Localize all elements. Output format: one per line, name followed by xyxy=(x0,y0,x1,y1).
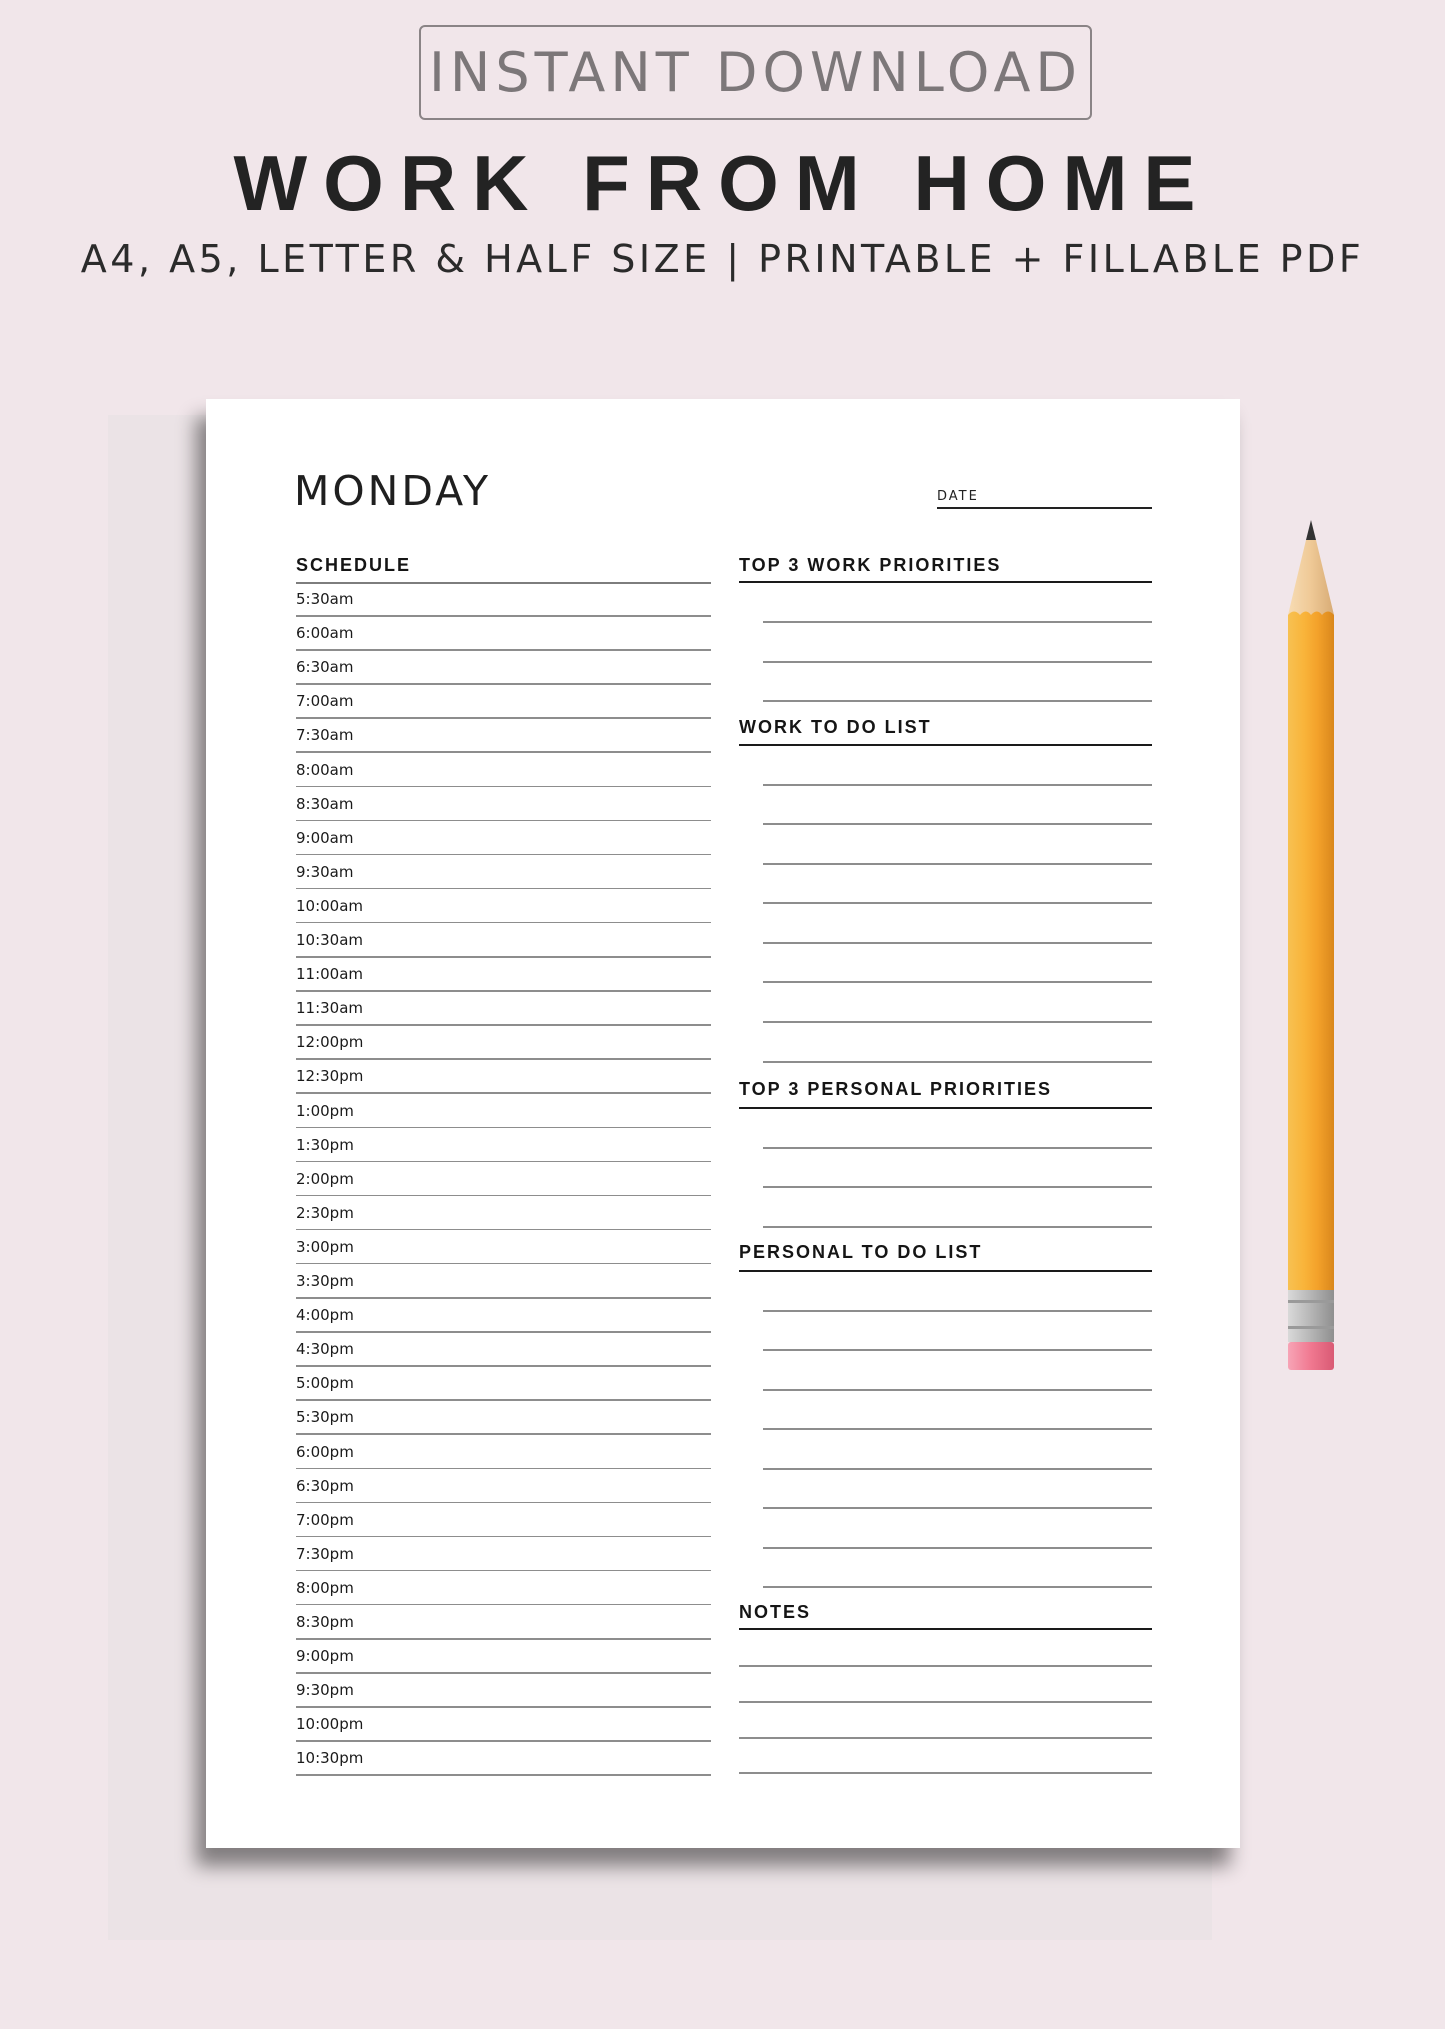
schedule-time-label: 10:00am xyxy=(296,896,364,915)
schedule-entry-line[interactable] xyxy=(296,1706,711,1708)
schedule-entry-line[interactable] xyxy=(296,1468,711,1470)
schedule-time-label: 3:30pm xyxy=(296,1272,354,1290)
personal-todo-line[interactable] xyxy=(763,1428,1152,1430)
work-todo-heading: WORK TO DO LIST xyxy=(739,717,932,737)
work-todo-line[interactable] xyxy=(763,1021,1152,1023)
pencil-illustration xyxy=(1286,520,1336,1400)
schedule-entry-line[interactable] xyxy=(296,922,711,924)
schedule-entry-line[interactable] xyxy=(296,1365,711,1367)
schedule-entry-line[interactable] xyxy=(296,1740,711,1742)
schedule-time-label: 5:30pm xyxy=(296,1408,354,1427)
notes-line[interactable] xyxy=(739,1665,1152,1667)
schedule-heading: SCHEDULE xyxy=(296,555,412,575)
schedule-entry-line[interactable] xyxy=(296,854,711,856)
schedule-entry-line[interactable] xyxy=(296,1638,711,1640)
schedule-time-label: 8:00am xyxy=(296,760,354,779)
schedule-entry-line[interactable] xyxy=(296,1024,711,1026)
schedule-entry-line[interactable] xyxy=(296,1297,711,1299)
schedule-entry-line[interactable] xyxy=(296,1127,711,1129)
notes-rule xyxy=(739,1628,1152,1630)
personal-priority-line[interactable] xyxy=(763,1147,1152,1149)
work-priorities-rule xyxy=(739,581,1152,583)
work-todo-line[interactable] xyxy=(763,981,1152,983)
work-todo-rule xyxy=(739,744,1152,746)
product-title: WORK FROM HOME xyxy=(233,139,1212,227)
schedule-time-label: 7:30pm xyxy=(296,1544,354,1563)
schedule-time-label: 1:30pm xyxy=(296,1135,354,1154)
personal-priorities-heading: TOP 3 PERSONAL PRIORITIES xyxy=(739,1079,1053,1099)
work-todo-line[interactable] xyxy=(763,902,1152,904)
schedule-entry-line[interactable] xyxy=(296,1229,711,1231)
personal-todo-rule xyxy=(739,1270,1152,1272)
planner-page xyxy=(206,399,1240,1848)
work-priority-line[interactable] xyxy=(763,661,1152,663)
schedule-entry-line[interactable] xyxy=(296,1672,711,1674)
personal-todo-line[interactable] xyxy=(763,1468,1152,1470)
day-title: MONDAY xyxy=(294,467,492,515)
personal-todo-line[interactable] xyxy=(763,1586,1152,1588)
schedule-time-label: 9:30am xyxy=(296,862,354,881)
schedule-time-label: 4:30pm xyxy=(296,1340,354,1359)
schedule-entry-line[interactable] xyxy=(296,820,711,822)
schedule-time-label: 1:00pm xyxy=(296,1101,354,1120)
schedule-heading-rule xyxy=(296,582,711,584)
schedule-entry-line[interactable] xyxy=(296,786,711,788)
instant-download-badge: INSTANT DOWNLOAD xyxy=(419,25,1092,120)
schedule-time-label: 6:00pm xyxy=(296,1442,354,1461)
date-label: DATE xyxy=(937,489,979,504)
schedule-time-label: 9:00pm xyxy=(296,1647,354,1666)
schedule-entry-line[interactable] xyxy=(296,615,711,617)
work-todo-line[interactable] xyxy=(763,784,1152,786)
notes-heading: NOTES xyxy=(739,1602,812,1622)
personal-todo-line[interactable] xyxy=(763,1507,1152,1509)
schedule-time-label: 9:30pm xyxy=(296,1681,354,1700)
schedule-time-label: 5:30am xyxy=(296,590,354,608)
schedule-time-label: 7:00am xyxy=(296,692,354,711)
schedule-time-label: 10:30pm xyxy=(296,1749,364,1768)
schedule-time-label: 10:30am xyxy=(296,931,364,949)
schedule-time-label: 4:00pm xyxy=(296,1306,354,1325)
schedule-time-label: 2:30pm xyxy=(296,1203,354,1222)
schedule-entry-line[interactable] xyxy=(296,1331,711,1333)
work-priority-line[interactable] xyxy=(763,700,1152,702)
personal-priority-line[interactable] xyxy=(763,1226,1152,1228)
schedule-time-label: 11:30am xyxy=(296,999,364,1018)
notes-line[interactable] xyxy=(739,1772,1152,1774)
work-priority-line[interactable] xyxy=(763,621,1152,623)
schedule-time-label: 7:30am xyxy=(296,726,354,745)
personal-todo-line[interactable] xyxy=(763,1349,1152,1351)
schedule-time-label: 6:30am xyxy=(296,658,354,677)
work-priorities-heading: TOP 3 WORK PRIORITIES xyxy=(739,555,1002,575)
personal-todo-line[interactable] xyxy=(763,1310,1152,1312)
schedule-time-label: 8:30am xyxy=(296,794,354,813)
schedule-time-label: 11:00am xyxy=(296,965,364,984)
schedule-entry-line[interactable] xyxy=(296,1399,711,1401)
work-todo-line[interactable] xyxy=(763,942,1152,944)
schedule-entry-line[interactable] xyxy=(296,751,711,753)
schedule-entry-line[interactable] xyxy=(296,1092,711,1094)
schedule-time-label: 9:00am xyxy=(296,828,354,847)
personal-priority-line[interactable] xyxy=(763,1186,1152,1188)
schedule-time-label: 10:00pm xyxy=(296,1715,364,1734)
schedule-time-label: 5:00pm xyxy=(296,1374,354,1393)
schedule-time-label: 6:00am xyxy=(296,624,354,643)
schedule-entry-line[interactable] xyxy=(296,1604,711,1606)
schedule-time-label: 8:00pm xyxy=(296,1578,354,1597)
schedule-entry-line[interactable] xyxy=(296,717,711,719)
schedule-entry-line[interactable] xyxy=(296,1774,711,1776)
notes-line[interactable] xyxy=(739,1701,1152,1703)
schedule-entry-line[interactable] xyxy=(296,1433,711,1435)
schedule-time-label: 7:00pm xyxy=(296,1510,354,1529)
schedule-entry-line[interactable] xyxy=(296,956,711,958)
schedule-entry-line[interactable] xyxy=(296,1058,711,1060)
schedule-time-label: 3:00pm xyxy=(296,1237,354,1256)
schedule-entry-line[interactable] xyxy=(296,649,711,651)
personal-todo-line[interactable] xyxy=(763,1389,1152,1391)
schedule-entry-line[interactable] xyxy=(296,1536,711,1538)
schedule-entry-line[interactable] xyxy=(296,1263,711,1265)
schedule-entry-line[interactable] xyxy=(296,888,711,890)
schedule-entry-line[interactable] xyxy=(296,1570,711,1572)
schedule-time-label: 2:00pm xyxy=(296,1169,354,1188)
work-todo-line[interactable] xyxy=(763,1061,1152,1063)
personal-todo-heading: PERSONAL TO DO LIST xyxy=(739,1242,983,1262)
schedule-time-label: 12:30pm xyxy=(296,1067,364,1086)
schedule-entry-line[interactable] xyxy=(296,1195,711,1197)
date-line[interactable] xyxy=(937,507,1152,509)
personal-todo-line[interactable] xyxy=(763,1547,1152,1549)
product-subtitle: A4, A5, LETTER & HALF SIZE | PRINTABLE + FILLABLE PDF xyxy=(80,237,1365,281)
schedule-entry-line[interactable] xyxy=(296,683,711,685)
schedule-time-label: 6:30pm xyxy=(296,1476,354,1495)
schedule-time-label: 12:00pm xyxy=(296,1033,364,1052)
work-todo-line[interactable] xyxy=(763,863,1152,865)
schedule-entry-line[interactable] xyxy=(296,1502,711,1504)
schedule-entry-line[interactable] xyxy=(296,1161,711,1163)
notes-line[interactable] xyxy=(739,1737,1152,1739)
personal-priorities-rule xyxy=(739,1107,1152,1109)
work-todo-line[interactable] xyxy=(763,823,1152,825)
schedule-time-label: 8:30pm xyxy=(296,1613,354,1631)
schedule-entry-line[interactable] xyxy=(296,990,711,992)
